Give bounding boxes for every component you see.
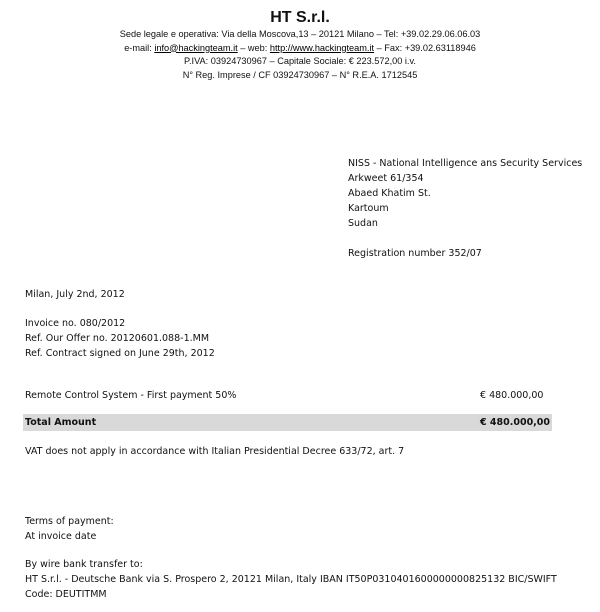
- invoice-references: [25, 316, 215, 361]
- company-contact-line: [0, 42, 600, 56]
- invoice-date: Milan, July 2nd, 2012: [25, 289, 125, 300]
- recipient-city: Kartoum: [348, 203, 389, 214]
- company-name: HT S.r.l.: [270, 9, 330, 26]
- line-item: [25, 388, 550, 403]
- fax-text: – Fax: +39.02.63118946: [374, 42, 476, 53]
- payment-terms-title: Terms of payment:: [25, 516, 114, 527]
- email-link[interactable]: info@hackingteam.it: [154, 42, 238, 53]
- web-prefix: – web:: [237, 42, 270, 53]
- invoice-number: Invoice no. 080/2012: [25, 318, 126, 329]
- vat-note: VAT does not apply in accordance with Italian Presidential Decree 633/72, art. 7: [25, 446, 405, 457]
- company-address-line: Sede legale e operativa: Via della Moscova,13 – 20121 Milano – Tel: +39.02.29.06.06.03: [119, 29, 481, 39]
- payment-terms: [25, 514, 114, 544]
- total-row: [23, 414, 552, 431]
- recipient-street-2: Abaed Khatim St.: [348, 188, 431, 199]
- recipient-name: NISS - National Intelligence ans Security Services: [348, 158, 583, 169]
- contract-reference: Ref. Contract signed on June 29th, 2012: [25, 348, 215, 359]
- total-label: Total Amount: [25, 417, 97, 428]
- web-link[interactable]: http://www.hackingteam.it: [269, 42, 375, 53]
- bank-transfer-details: [25, 557, 557, 602]
- company-registry-line: N° Reg. Imprese / CF 03924730967 – N° R.E.A. 1712545: [182, 69, 418, 80]
- total-amount: € 480.000,00: [480, 417, 551, 428]
- recipient-address: [348, 156, 582, 261]
- swift-code: Code: DEUTITMM: [25, 589, 107, 600]
- bank-details: HT S.r.l. - Deutsche Bank via S. Prospero 2, 20121 Milan, Italy IBAN IT50P0310401600000000825132 BIC/SWIFT: [25, 574, 557, 585]
- bank-transfer-title: By wire bank transfer to:: [25, 559, 143, 570]
- payment-terms-when: At invoice date: [25, 531, 97, 542]
- company-vat-line: P.IVA: 03924730967 – Capitale Sociale: € 223.572,00 i.v.: [184, 56, 416, 67]
- recipient-registration: Registration number 352/07: [348, 248, 482, 259]
- recipient-street: Arkweet 61/354: [348, 173, 424, 184]
- email-prefix: e-mail:: [124, 42, 155, 53]
- letterhead: [0, 8, 600, 82]
- line-item-description: Remote Control System - First payment 50%: [25, 390, 237, 401]
- offer-reference: Ref. Our Offer no. 20120601.088-1.MM: [25, 333, 210, 344]
- line-item-amount: € 480.000,00: [480, 390, 544, 401]
- recipient-country: Sudan: [348, 218, 378, 229]
